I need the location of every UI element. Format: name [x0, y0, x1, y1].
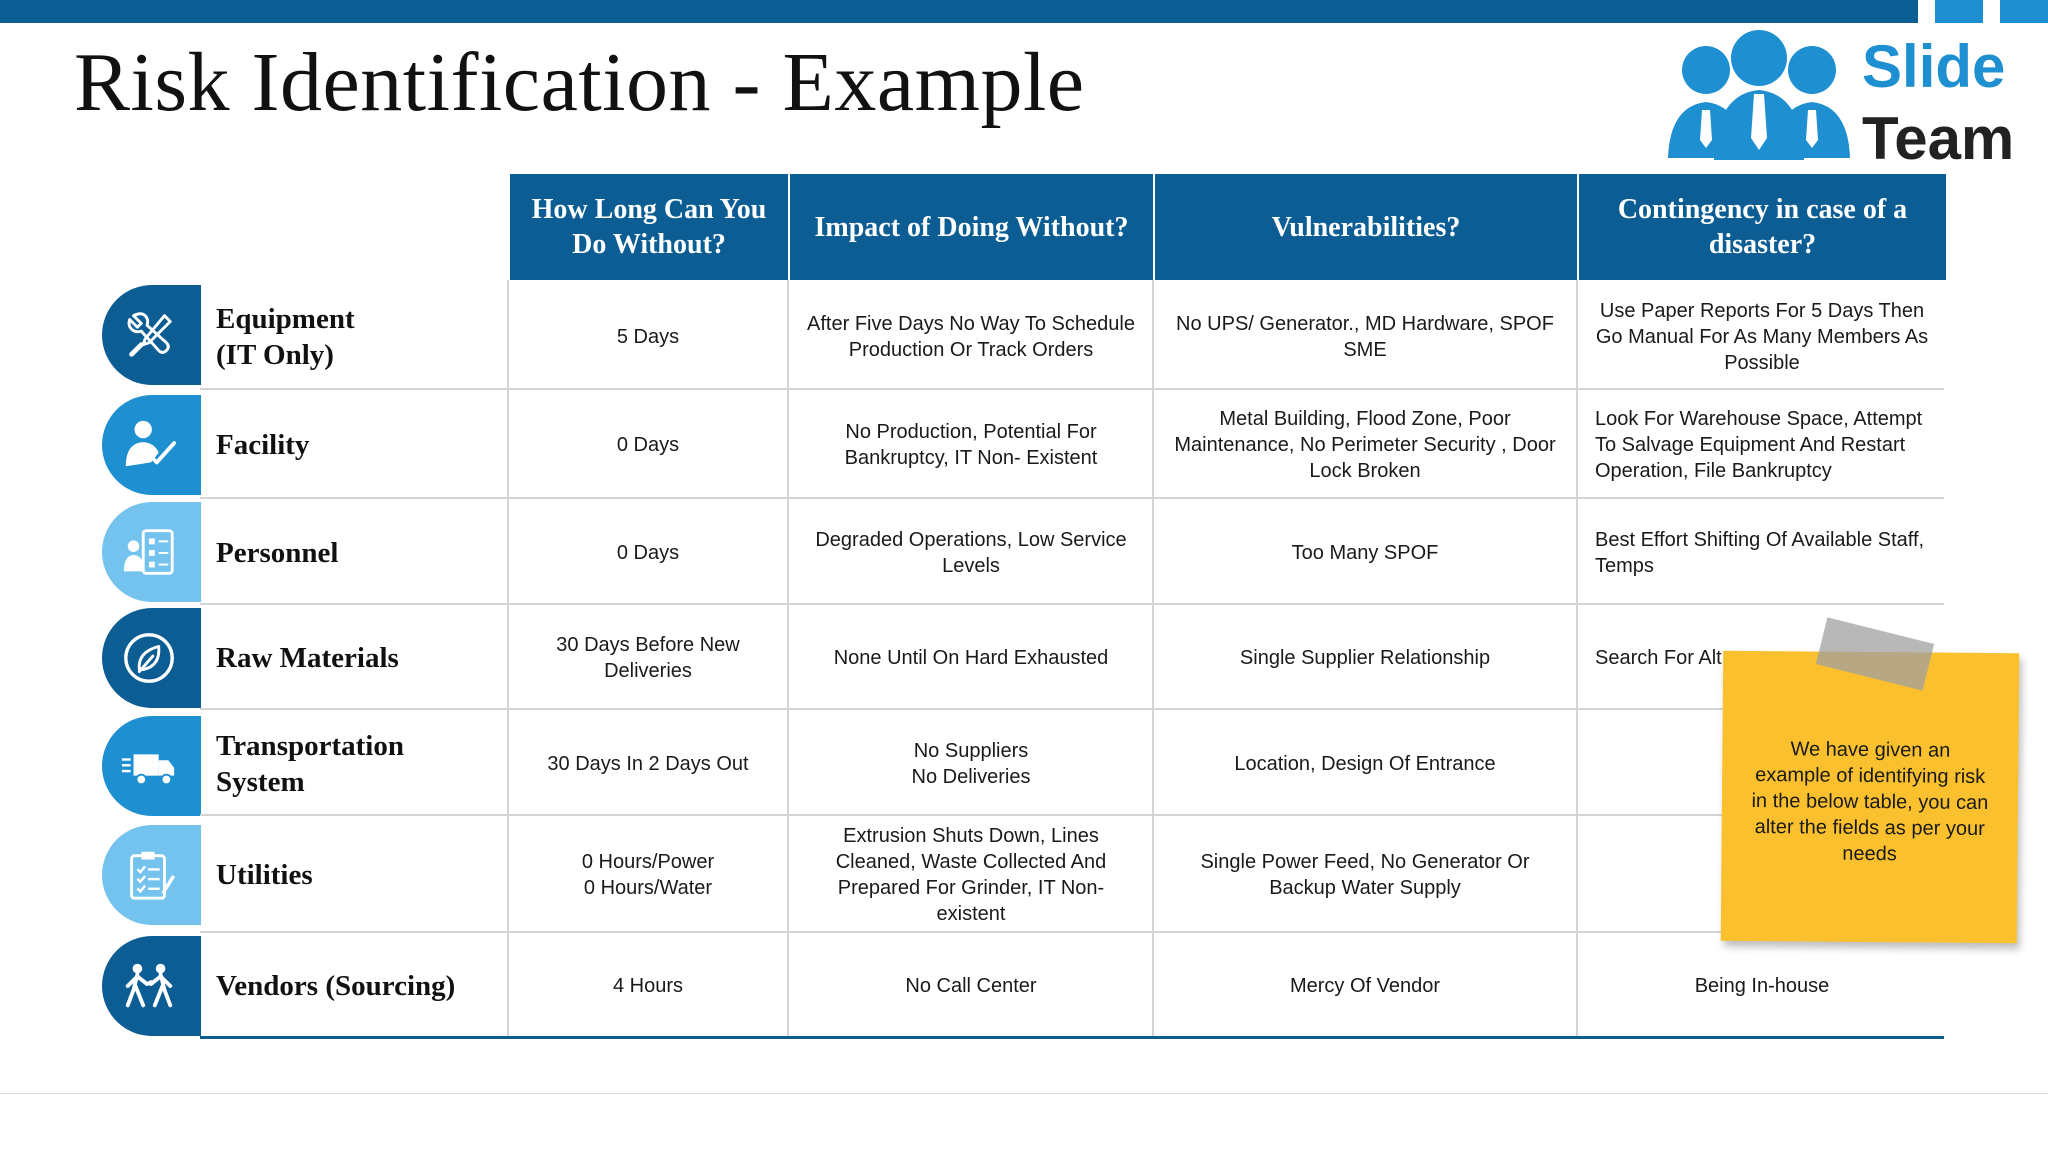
- truck-icon: [120, 737, 178, 795]
- person-check-icon: [120, 416, 178, 474]
- column-divider: [1576, 280, 1578, 1038]
- logo-text-team: Team: [1862, 105, 2015, 172]
- table-cell: Mercy Of Vendor: [1289, 975, 1441, 997]
- table-cell: Search For Alt: [1595, 647, 1722, 669]
- table-cell: Use Paper Reports For 5 Days Then Go Manual For As Many Members As Possible: [1595, 299, 1929, 374]
- page-title: Risk Identification - Example: [74, 36, 1085, 129]
- table-cell: 4 Hours: [612, 975, 684, 997]
- table-cell: Being In-house: [1694, 975, 1830, 997]
- table-bottom-border: [200, 1036, 1944, 1039]
- table-cell: After Five Days No Way To Schedule Production Or Track Orders: [807, 312, 1135, 361]
- row-icon-block: [102, 825, 201, 925]
- table-cell: No Suppliers No Deliveries: [911, 739, 1031, 788]
- table-cell: No UPS/ Generator., MD Hardware, SPOF SME: [1176, 312, 1554, 361]
- table-cell: Single Supplier Relationship: [1239, 647, 1491, 669]
- sticky-note: We have given an example of identifying risk in the below table, you can alter the fields as per your needs: [1721, 651, 2020, 944]
- row-divider: [200, 497, 1944, 499]
- row-icon-block: [102, 936, 201, 1036]
- table-cell: 0 Days: [616, 541, 680, 564]
- row-label-equipment: Equipment (IT Only): [216, 302, 355, 371]
- table-cell: Too Many SPOF: [1291, 541, 1439, 564]
- row-divider: [200, 708, 1944, 710]
- header-impact: Impact of Doing Without?: [788, 174, 1153, 280]
- row-divider: [200, 388, 1944, 390]
- top-accent-bar: [0, 0, 1918, 23]
- row-label-facility: Facility: [216, 429, 310, 461]
- row-icon-block: [102, 716, 201, 816]
- tools-icon: [120, 306, 178, 364]
- team-people-icon: [1664, 28, 1854, 164]
- table-cell: 30 Days Before New Deliveries: [556, 634, 740, 682]
- table-cell: Look For Warehouse Space, Attempt To Salvage Equipment And Restart Operation, File Bankruptcy: [1595, 408, 1923, 482]
- row-icon-block: [102, 285, 201, 385]
- row-label-raw-materials: Raw Materials: [216, 642, 399, 674]
- column-divider: [787, 280, 789, 1038]
- header-how-long: How Long Can You Do Without?: [510, 174, 788, 280]
- header-contingency: Contingency in case of a disaster?: [1577, 174, 1946, 280]
- table-cell: No Production, Potential For Bankruptcy, IT Non- Existent: [844, 421, 1098, 469]
- table-cell: 0 Hours/Power 0 Hours/Water: [581, 851, 715, 899]
- header-vulnerabilities: Vulnerabilities?: [1153, 174, 1577, 280]
- table-cell: No Call Center: [905, 975, 1037, 997]
- table-cell: Location, Design Of Entrance: [1234, 752, 1496, 775]
- row-icon-block: [102, 395, 201, 495]
- row-label-transportation: Transportation System: [216, 729, 404, 798]
- row-divider: [200, 931, 1944, 933]
- table-cell: 30 Days In 2 Days Out: [547, 752, 749, 775]
- column-divider: [507, 280, 509, 1038]
- row-label-vendors: Vendors (Sourcing): [216, 970, 456, 1002]
- table-cell: Degraded Operations, Low Service Levels: [815, 528, 1127, 577]
- table-cell: Best Effort Shifting Of Available Staff, Temps: [1595, 528, 1925, 577]
- table-cell: 5 Days: [616, 325, 680, 348]
- footer-divider: [0, 1093, 2048, 1094]
- logo-text-slide: Slide: [1862, 33, 2006, 100]
- top-accent-square: [2000, 0, 2048, 23]
- column-divider: [1152, 280, 1154, 1038]
- person-checklist-icon: [120, 523, 178, 581]
- row-icon-block: [102, 608, 201, 708]
- people-walking-icon: [120, 957, 178, 1015]
- top-accent-square: [1935, 0, 1983, 23]
- row-divider: [200, 603, 1944, 605]
- table-cell: 0 Days: [616, 434, 680, 456]
- leaf-circle-icon: [120, 629, 178, 687]
- row-divider: [200, 814, 1944, 816]
- clipboard-icon: [120, 846, 178, 904]
- table-cell: None Until On Hard Exhausted: [833, 647, 1109, 669]
- row-label-personnel: Personnel: [216, 536, 339, 569]
- row-label-utilities: Utilities: [216, 859, 313, 891]
- table-cell: Extrusion Shuts Down, Lines Cleaned, Waste Collected And Prepared For Grinder, IT Non-existent: [835, 825, 1107, 925]
- row-icon-block: [102, 502, 201, 602]
- table-cell: Metal Building, Flood Zone, Poor Maintenance, No Perimeter Security , Door Lock Broken: [1174, 408, 1556, 482]
- table-cell: Single Power Feed, No Generator Or Backup Water Supply: [1200, 851, 1530, 899]
- slide-team-logo: [1664, 28, 2024, 172]
